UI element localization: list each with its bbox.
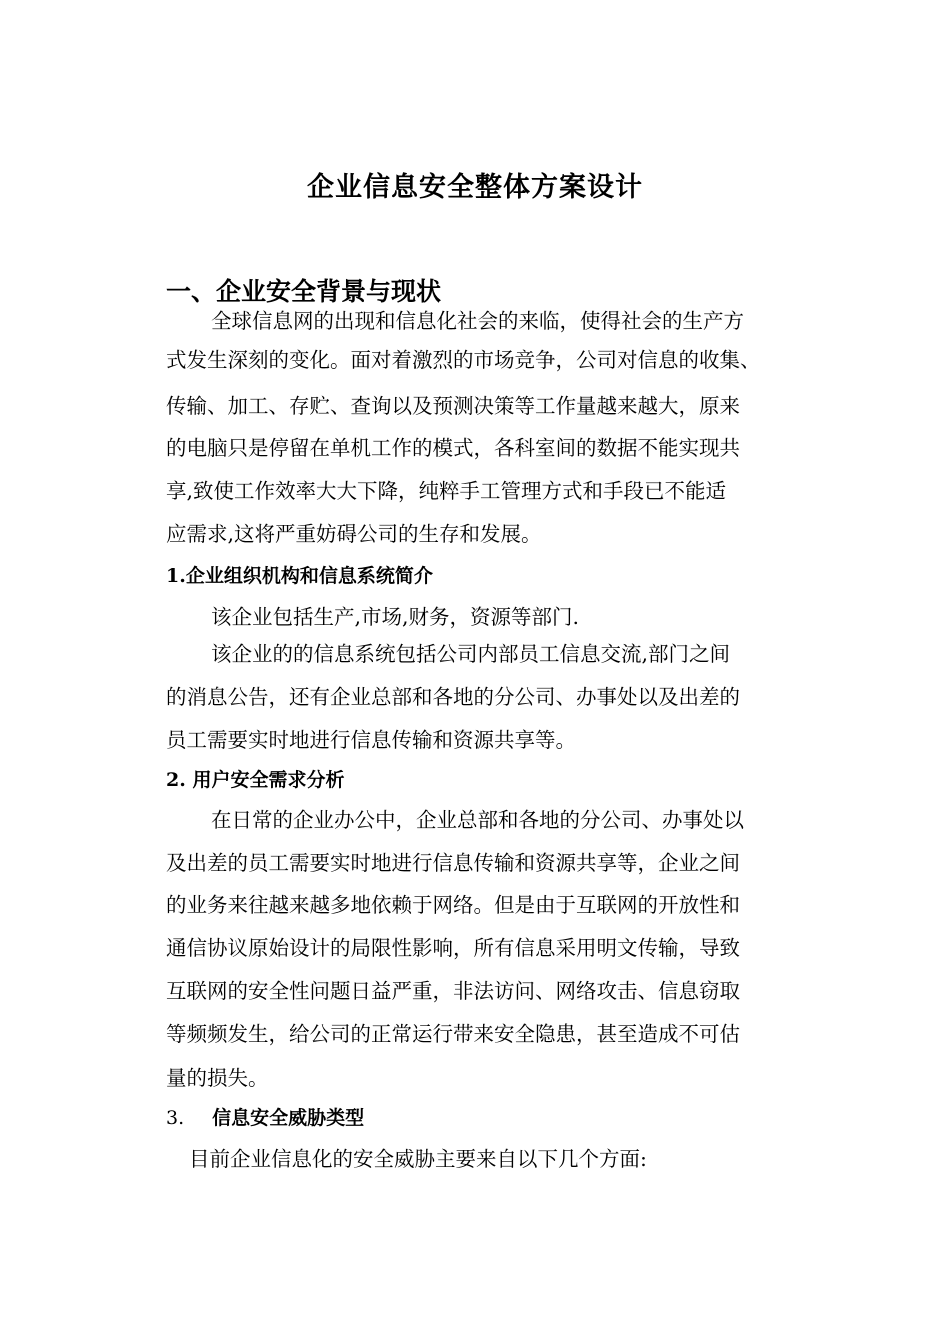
subsection-title: 用户安全需求分析 bbox=[192, 769, 345, 791]
subsection-heading-threats bbox=[166, 1104, 364, 1132]
paragraph-line: 应需求,这将严重妨碍公司的生存和发展。 bbox=[166, 522, 542, 546]
subsection-title: 信息安全威胁类型 bbox=[212, 1107, 365, 1129]
paragraph-line: 的消息公告，还有企业总部和各地的分公司、办事处以及出差的 bbox=[166, 685, 740, 709]
subsection-number: 3. bbox=[166, 1107, 185, 1129]
paragraph-line: 的电脑只是停留在单机工作的模式，各科室间的数据不能实现共 bbox=[166, 436, 740, 460]
paragraph-line: 量的损失。 bbox=[166, 1066, 269, 1090]
paragraph-line: 在日常的企业办公中，企业总部和各地的分公司、办事处以 bbox=[211, 808, 744, 832]
subsection-number: 1. bbox=[166, 565, 186, 587]
paragraph-line: 等频频发生，给公司的正常运行带来安全隐患，甚至造成不可估 bbox=[166, 1022, 740, 1046]
subsection-heading-requirements bbox=[166, 766, 344, 794]
subsection-heading-organization bbox=[166, 562, 433, 590]
subsection-title: 企业组织机构和信息系统简介 bbox=[185, 565, 433, 587]
paragraph-line: 目前企业信息化的安全威胁主要来自以下几个方面: bbox=[189, 1147, 647, 1171]
paragraph-line: 传输、加工、存贮、查询以及预测决策等工作量越来越大，原来 bbox=[166, 394, 740, 418]
paragraph-line: 全球信息网的出现和信息化社会的来临，使得社会的生产方 bbox=[211, 309, 744, 333]
paragraph-line: 享,致使工作效率大大下降，纯粹手工管理方式和手段已不能适 bbox=[166, 479, 727, 503]
paragraph-line: 该企业包括生产,市场,财务，资源等部门. bbox=[211, 605, 580, 629]
section-heading-background: 一、企业安全背景与现状 bbox=[166, 277, 442, 306]
paragraph-line: 互联网的安全性问题日益严重，非法访问、网络攻击、信息窃取 bbox=[166, 979, 740, 1003]
paragraph-line: 该企业的的信息系统包括公司内部员工信息交流,部门之间 bbox=[211, 642, 731, 666]
paragraph-line: 员工需要实时地进行信息传输和资源共享等。 bbox=[166, 728, 576, 752]
paragraph-line: 通信协议原始设计的局限性影响，所有信息采用明文传输，导致 bbox=[166, 936, 740, 960]
paragraph-line: 式发生深刻的变化。面对着激烈的市场竞争，公司对信息的收集、 bbox=[166, 348, 761, 372]
paragraph-line: 及出差的员工需要实时地进行信息传输和资源共享等，企业之间 bbox=[166, 851, 740, 875]
document-title: 企业信息安全整体方案设计 bbox=[307, 172, 643, 203]
paragraph-line: 的业务来往越来越多地依赖于网络。但是由于互联网的开放性和 bbox=[166, 893, 740, 917]
subsection-number: 2. bbox=[166, 769, 186, 791]
